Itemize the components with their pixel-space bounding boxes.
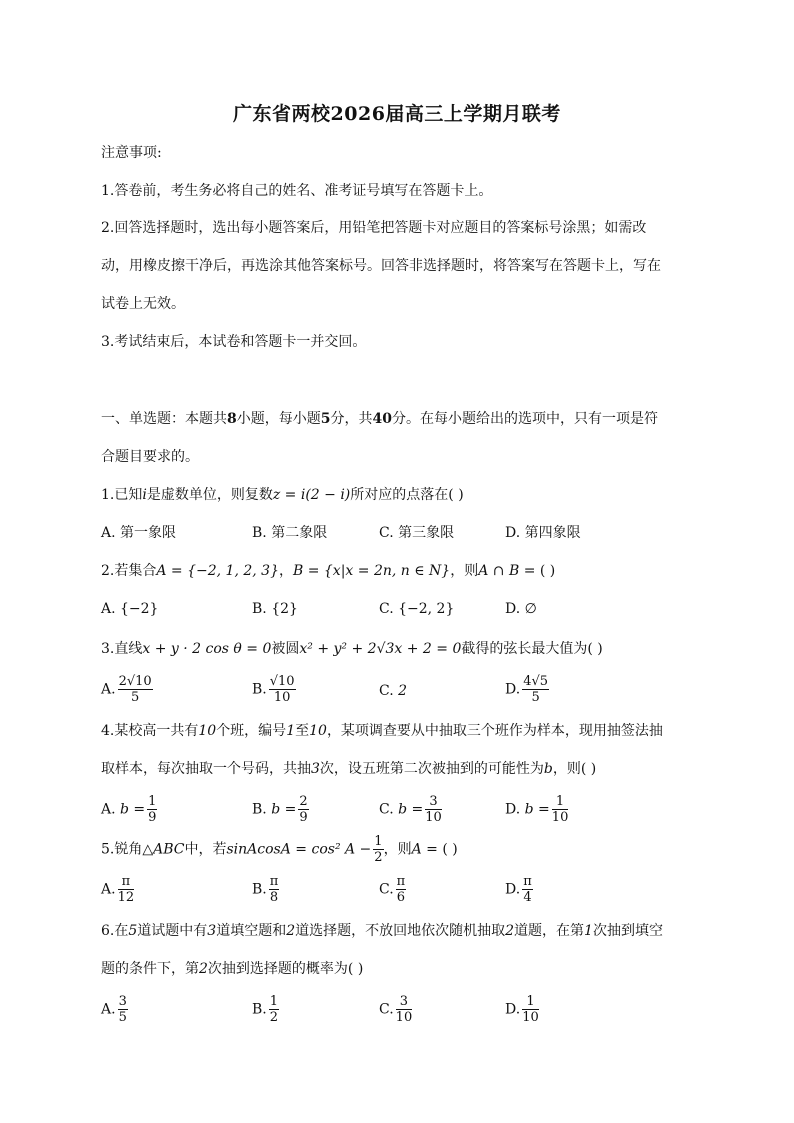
question-3: 3.直线x + y · 2 cos θ = 0被圆x² + y² + 2√3x + 2 = 0截得的弦长最大值为( ) xyxy=(101,641,603,657)
q1-option-a: A. 第一象限 xyxy=(101,525,177,541)
q5-option-b: B. $\frac{\pi}{8}$ xyxy=(252,874,279,905)
q2-option-a: A. {−2} xyxy=(101,601,159,617)
q1-option-d: D. 第四象限 xyxy=(505,525,581,541)
q2-option-d: D. ∅ xyxy=(505,601,537,617)
question-6: 6.在5道试题中有3道填空题和2道选择题，不放回地依次随机抽取2道题，在第1次抽到填空 xyxy=(101,923,663,939)
section-heading: 一、单选题：本题共8小题，每小题5分，共40分。在每小题给出的选项中，只有一项是符 xyxy=(101,411,658,427)
q1-option-c: C. 第三象限 xyxy=(379,525,455,541)
notice-item-3: 3.考试结束后，本试卷和答题卡一并交回。 xyxy=(101,334,367,350)
q6-option-a: A. $\frac{3}{5}$ xyxy=(101,994,127,1025)
q3-option-c: C. 2 xyxy=(379,683,408,699)
section-heading-cont: 合题目要求的。 xyxy=(101,449,199,465)
q5-option-c: C. $\frac{\pi}{6}$ xyxy=(379,874,406,905)
q4-option-a: A. b = $\frac{1}{9}$ xyxy=(101,794,157,825)
q5-option-a: A. $\frac{\pi}{12}$ xyxy=(101,874,135,905)
notice-heading: 注意事项: xyxy=(101,145,162,161)
notice-item-1: 1.答卷前，考生务必将自己的姓名、准考证号填写在答题卡上。 xyxy=(101,183,493,199)
q6-option-d: D. $\frac{1}{10}$ xyxy=(505,994,539,1025)
q4-option-c: C. b = $\frac{3}{10}$ xyxy=(379,794,442,825)
q3-option-b: B. $\frac{√10}{10}$ xyxy=(252,674,295,705)
exam-title: 广东省两校2026届高三上学期月联考 xyxy=(233,103,561,125)
q5-option-d: D. $\frac{\pi}{4}$ xyxy=(505,874,532,905)
notice-item-2-cont: 动，用橡皮擦干净后，再选涂其他答案标号。回答非选择题时，将答案写在答题卡上，写在 xyxy=(101,258,661,274)
notice-item-2-cont2: 试卷上无效。 xyxy=(101,296,185,312)
q4-option-d: D. b = $\frac{1}{10}$ xyxy=(505,794,569,825)
q1-option-b: B. 第二象限 xyxy=(252,525,328,541)
notice-item-2: 2.回答选择题时，选出每小题答案后，用铅笔把答题卡对应题目的答案标号涂黑；如需改 xyxy=(101,220,647,236)
q6-option-b: B. $\frac{1}{2}$ xyxy=(252,994,279,1025)
question-2: 2.若集合A = {−2, 1, 2, 3}，B = {x|x = 2n, n ∈ N}，则A ∩ B = ( ) xyxy=(101,563,556,579)
question-1: 1.已知i是虚数单位，则复数z = i(2 − i)所对应的点落在( ) xyxy=(101,487,464,503)
q6-option-c: C. $\frac{3}{10}$ xyxy=(379,994,413,1025)
question-5: 5.锐角△ABC中，若sinAcosA = cos² A − $\frac{1}{2}$ ，则A = ( ) xyxy=(101,834,458,865)
q3-option-a: A. $\frac{2√10}{5}$ xyxy=(101,674,152,705)
question-6-cont: 题的条件下，第2次抽到选择题的概率为( ) xyxy=(101,961,364,977)
question-4: 4.某校高一共有10个班，编号1至10，某项调查要从中抽取三个班作为样本，现用抽签法抽 xyxy=(101,723,663,739)
q4-option-b: B. b = $\frac{2}{9}$ xyxy=(252,794,308,825)
q3-option-d: D. $\frac{4√5}{5}$ xyxy=(505,674,549,705)
q2-option-b: B. {2} xyxy=(252,601,298,617)
question-4-cont: 取样本，每次抽取一个号码，共抽3次，设五班第二次被抽到的可能性为b，则( ) xyxy=(101,761,597,777)
q2-option-c: C. {−2, 2} xyxy=(379,601,455,617)
